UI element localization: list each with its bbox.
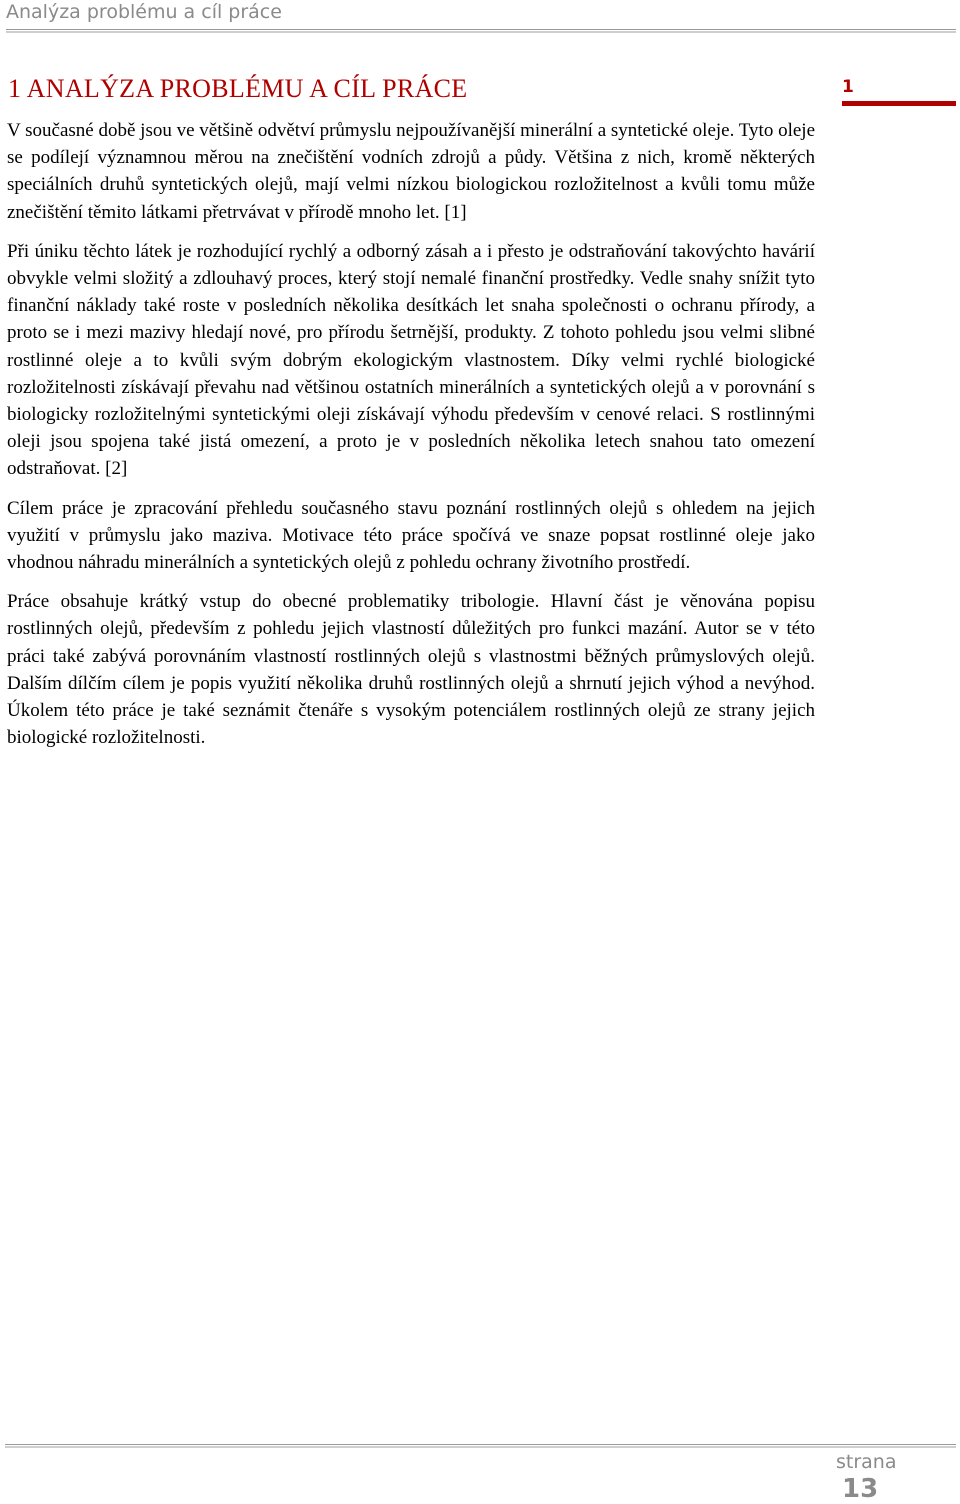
page-number: 13 xyxy=(842,1474,879,1504)
paragraph-2: Při úniku těchto látek je rozhodující rychlý a odborný zásah a i přesto je odstraňování takovýchto havárií obvykle velmi složitý a zdlouhavý proces, který stojí nemalé finanční prostředky. Vedle snahy snížit tyto finanční náklady také roste v posledních několika desítkách let snaha společnosti o ochranu přírody, a proto se i mezi mazivy hledají nové, pro přírodu šetrnější, produkty. Z tohoto pohledu jsou velmi slibné rostlinné oleje a to kvůli svým dobrým ekologickým vlastnostem. Díky velmi rychlé biologické rozložitelnosti získávají převahu nad většinou ostatních minerálních a syntetických olejů a v porovnání s biologicky rozložitelnými syntetickými oleji získávají výhodu především v cenové relaci. S rostlinnými oleji jsou spojena také jistá omezení, a proto je v posledních několika letech snahou tato omezení odstraňovat. [2] xyxy=(7,240,815,480)
page-label: strana xyxy=(836,1451,897,1473)
chapter-title: 1 ANALÝZA PROBLÉMU A CÍL PRÁCE xyxy=(8,74,468,103)
header-rule xyxy=(6,29,956,33)
paragraph-1: V současné době jsou ve většině odvětví průmyslu nejpoužívanější minerální a syntetické oleje. Tyto oleje se podílejí významnou měrou na znečištění vodních zdrojů a půdy. Většina z nich, kromě některých speciálních druhů syntetických olejů, mají velmi nízkou biologickou rozložitelnost a kvůli tomu může znečištění těmito látkami přetrvávat v přírodě mnoho let. [1] xyxy=(7,120,815,223)
running-header: Analýza problému a cíl práce xyxy=(6,1,282,23)
paragraph-4: Práce obsahuje krátký vstup do obecné problematiky tribologie. Hlavní část je věnována popisu rostlinných olejů, především z pohledu jejich vlastností důležitých pro funkci mazání. Autor se v této práci také zabývá porovnáním vlastností rostlinných olejů s vlastnostmi běžných průmyslových olejů. Dalším dílčím cílem je popis využití několika druhů rostlinných olejů a shrnutí jejich výhod a nevýhod. Úkolem této práce je také seznámit čtenáře s vysokým potenciálem rostlinných olejů ze strany jejich biologické rozložitelnosti. xyxy=(7,591,815,749)
chapter-number: 1 xyxy=(842,77,854,97)
paragraph-3: Cílem práce je zpracování přehledu současného stavu poznání rostlinných olejů s ohledem na jejich využití v průmyslu jako maziva. Motivace této práce spočívá ve snaze popsat rostlinné oleje jako vhodnou náhradu minerálních a syntetických olejů z pohledu ochrany životního prostředí. xyxy=(7,497,815,574)
body-text xyxy=(7,117,815,763)
header-rule-thin xyxy=(6,29,956,30)
footer-rule-thick xyxy=(5,1446,956,1448)
footer-rule-thin xyxy=(5,1444,956,1445)
chapter-rule xyxy=(842,101,956,106)
header-rule-thick xyxy=(6,31,956,33)
footer-rule xyxy=(5,1444,956,1448)
